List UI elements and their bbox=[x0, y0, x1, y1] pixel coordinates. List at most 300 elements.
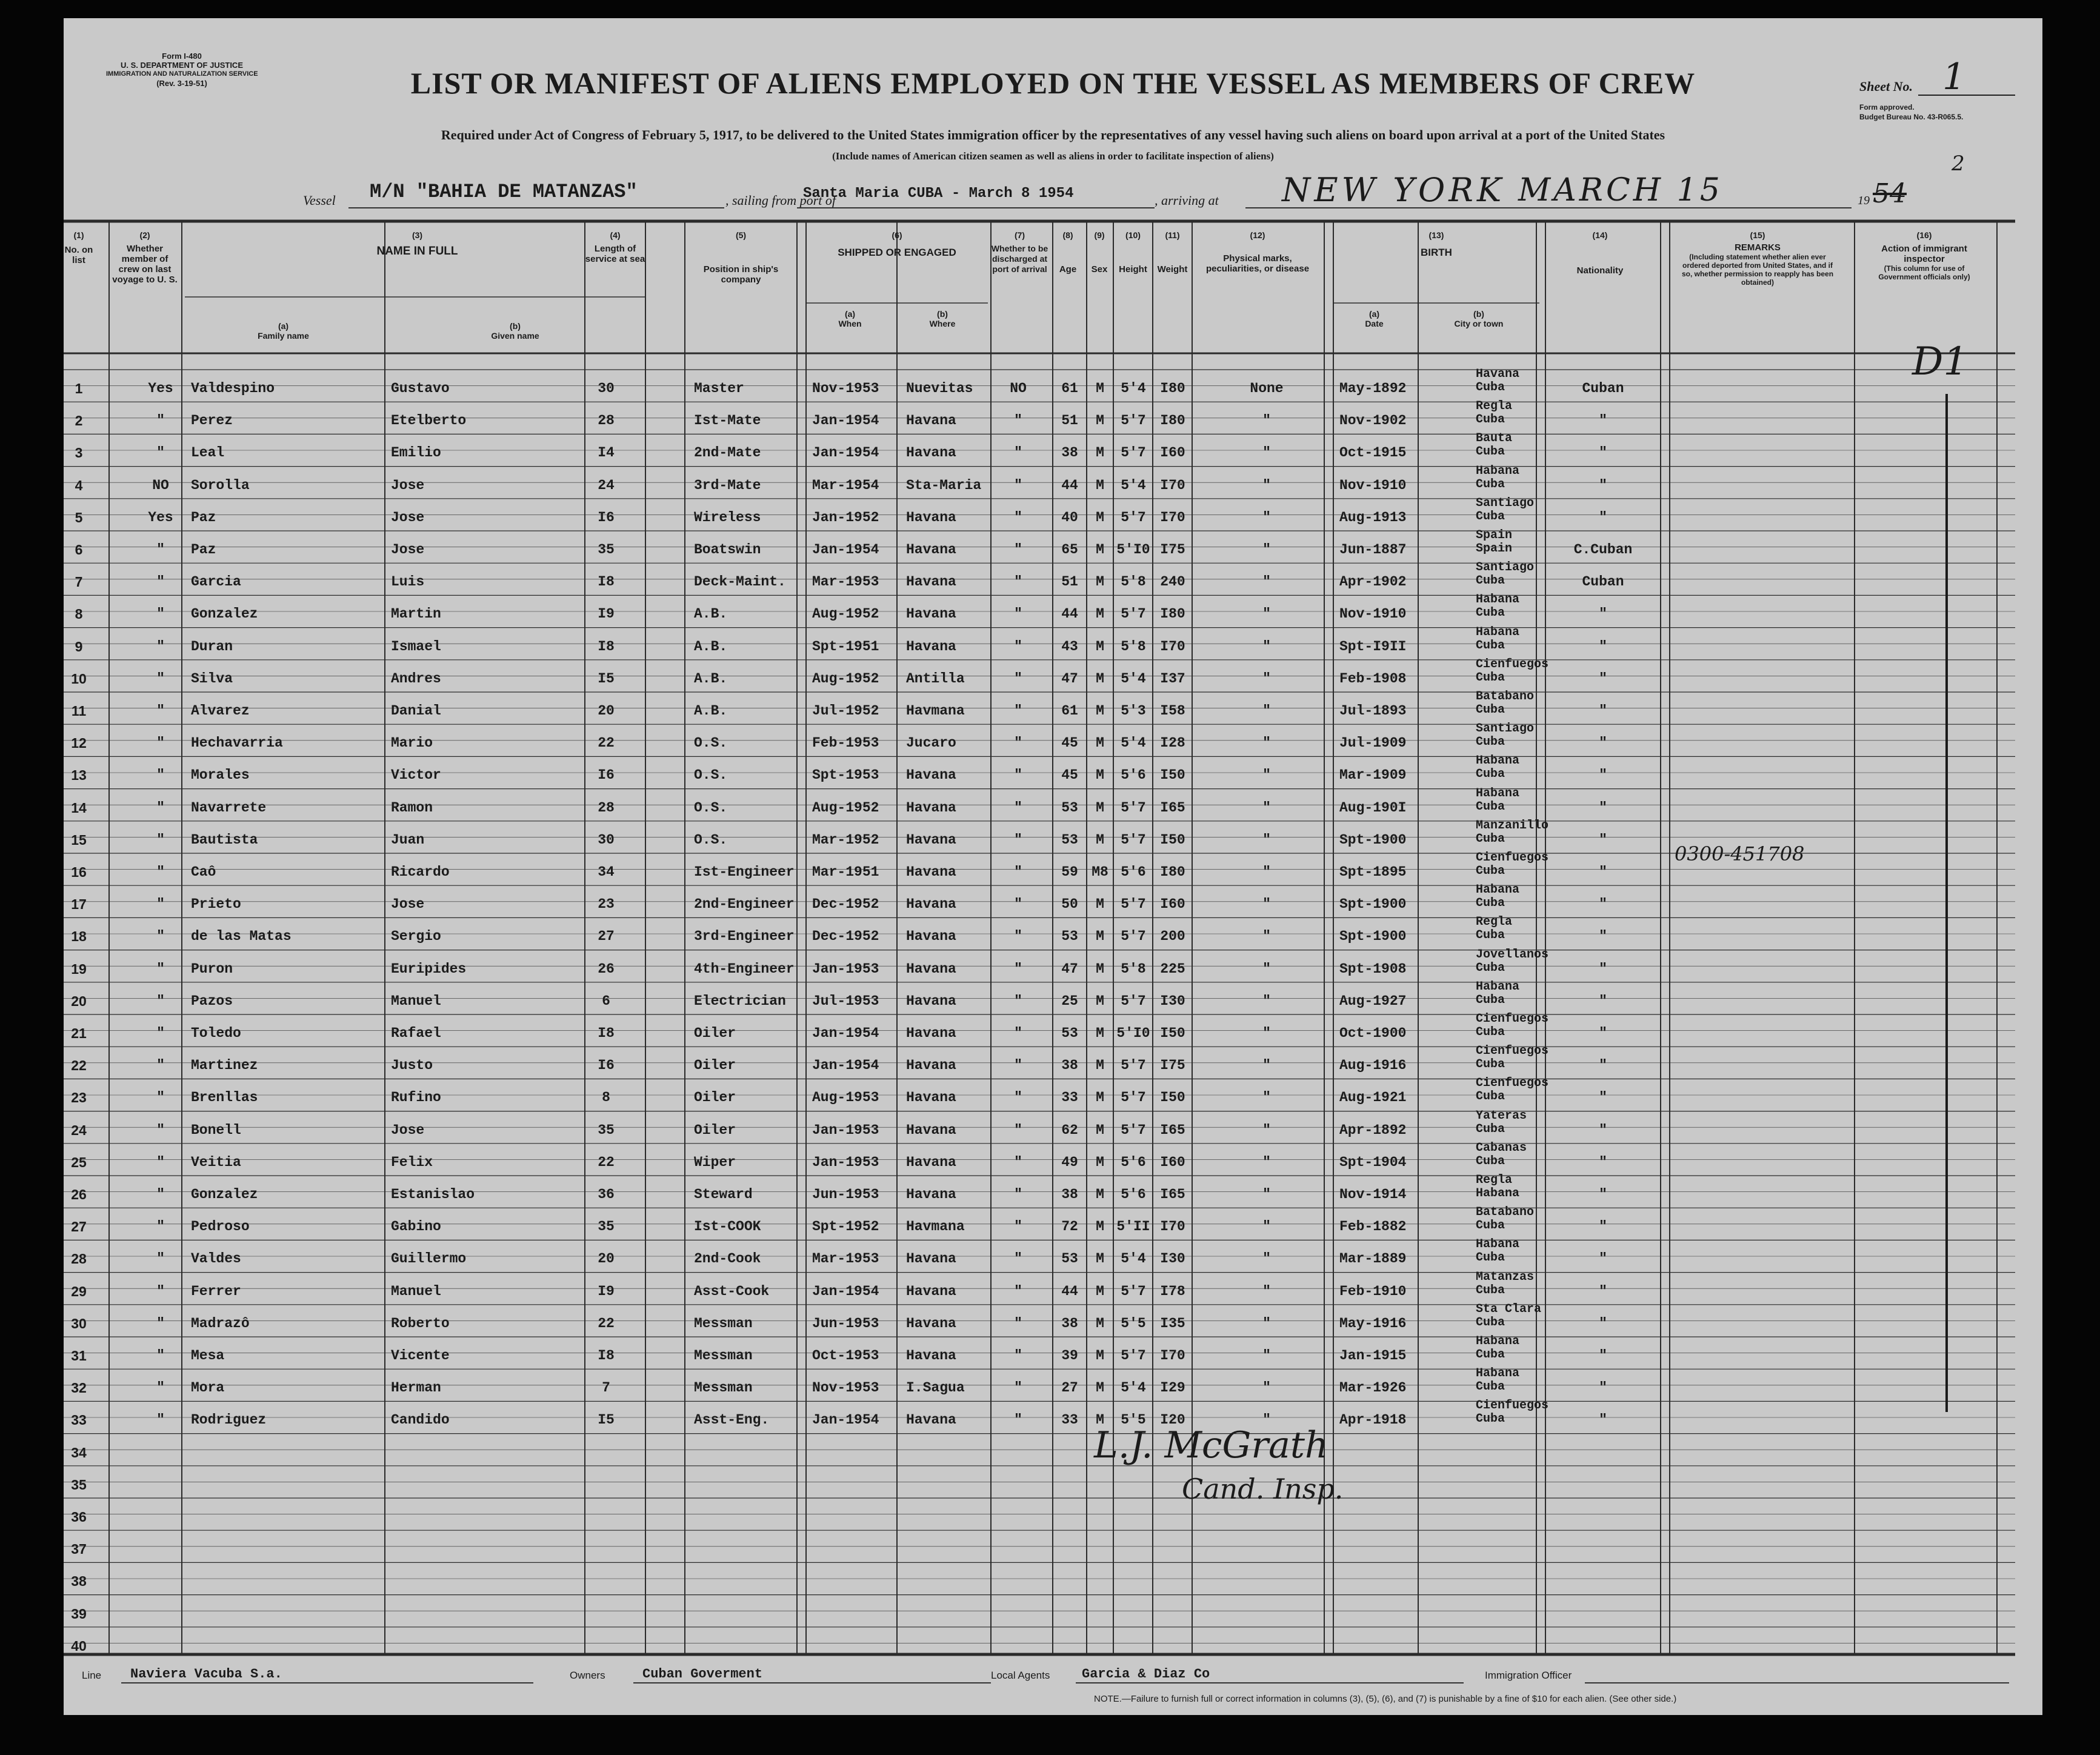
cell-birth-city: Cienfuegos bbox=[1476, 851, 1549, 865]
cell-discharged: " bbox=[1014, 1251, 1022, 1267]
cell-member: " bbox=[156, 1380, 165, 1396]
cell-weight: I37 bbox=[1160, 670, 1185, 687]
cell-birth-country: Cuba bbox=[1476, 1348, 1505, 1362]
cell-birth-country: Spain bbox=[1476, 542, 1513, 556]
cell-service: I6 bbox=[598, 509, 615, 525]
cell-discharged: NO bbox=[1010, 381, 1027, 396]
row-number: 13 bbox=[71, 767, 87, 784]
row-number: 9 bbox=[75, 638, 83, 654]
cell-weight: I80 bbox=[1160, 381, 1185, 396]
cell-birth-country: Cuba bbox=[1476, 606, 1505, 621]
cell-discharged: " bbox=[1014, 1283, 1022, 1299]
cell-when: Oct-1953 bbox=[812, 1348, 879, 1364]
col3b-header: (b) Given name bbox=[491, 321, 539, 341]
cell-member: " bbox=[156, 1154, 165, 1170]
cell-where: Havana bbox=[906, 1283, 956, 1299]
cell-member: " bbox=[156, 896, 165, 913]
cell-sex: M bbox=[1096, 799, 1104, 816]
cell-sex: M bbox=[1096, 767, 1104, 784]
cell-marks: None bbox=[1250, 381, 1284, 396]
cell-age: 61 bbox=[1061, 703, 1078, 719]
cell-nationality: " bbox=[1599, 1412, 1607, 1428]
cell-birth-country: Habana bbox=[1476, 1187, 1520, 1201]
cell-given: Rafael bbox=[391, 1025, 441, 1041]
col13-header: (13) BIRTH bbox=[1421, 230, 1452, 258]
line-value: Naviera Vacuba S.a. bbox=[130, 1667, 282, 1682]
cell-discharged: " bbox=[1014, 1025, 1022, 1041]
cell-discharged: " bbox=[1014, 799, 1022, 816]
cell-where: Havana bbox=[906, 767, 956, 784]
cell-weight: I30 bbox=[1160, 1251, 1185, 1267]
cell-service: 20 bbox=[598, 1251, 615, 1267]
cell-given: Rufino bbox=[391, 1090, 441, 1106]
cell-service: 23 bbox=[598, 896, 615, 913]
cell-birth-date: Mar-1889 bbox=[1339, 1251, 1407, 1267]
cell-birth-city: Habana bbox=[1476, 1334, 1520, 1348]
cell-sex: M bbox=[1096, 477, 1104, 493]
cell-nationality: " bbox=[1599, 1187, 1607, 1202]
col10-header: (10) Height bbox=[1119, 230, 1147, 275]
cell-birth-country: Cuba bbox=[1476, 1412, 1505, 1427]
cell-family: de las Matas bbox=[191, 928, 292, 945]
cell-birth-city: Habana bbox=[1476, 883, 1520, 897]
cell-nationality: " bbox=[1599, 735, 1607, 751]
cell-weight: I65 bbox=[1160, 1122, 1185, 1138]
cell-marks: " bbox=[1262, 928, 1271, 945]
sheet-number: 1 bbox=[1942, 56, 1966, 98]
cell-nationality: " bbox=[1599, 1283, 1607, 1299]
cell-nationality: " bbox=[1599, 509, 1607, 525]
cell-birth-date: Aug-190I bbox=[1339, 799, 1407, 816]
cell-where: Havana bbox=[906, 799, 956, 816]
cell-family: Puron bbox=[191, 961, 233, 977]
cell-birth-city: Habana bbox=[1476, 593, 1520, 607]
cell-height: 5'7 bbox=[1121, 993, 1146, 1009]
cell-position: O.S. bbox=[694, 767, 728, 784]
cell-age: 61 bbox=[1061, 381, 1078, 396]
cell-service: 30 bbox=[598, 381, 615, 396]
row-number: 26 bbox=[71, 1187, 87, 1202]
row-number: 18 bbox=[71, 928, 87, 945]
cell-birth-country: Cuba bbox=[1476, 1283, 1505, 1297]
row-number: 4 bbox=[75, 477, 83, 493]
cell-height: 5'4 bbox=[1121, 381, 1146, 396]
cell-position: Master bbox=[694, 381, 744, 396]
cell-member: " bbox=[156, 735, 165, 751]
cell-birth-city: Regla bbox=[1476, 1173, 1513, 1187]
cell-birth-country: Cuba bbox=[1476, 638, 1505, 653]
cell-discharged: " bbox=[1014, 1348, 1022, 1364]
cell-family: Veitia bbox=[191, 1154, 241, 1170]
cell-family: Paz bbox=[191, 509, 216, 525]
cell-when: Jan-1954 bbox=[812, 1025, 879, 1041]
cell-when: Jun-1953 bbox=[812, 1187, 879, 1202]
row-number: 37 bbox=[71, 1541, 87, 1557]
cell-birth-city: Santiago bbox=[1476, 496, 1535, 510]
owners-underline bbox=[633, 1682, 991, 1683]
col14-header: (14) Nationality bbox=[1576, 230, 1624, 276]
row-number: 38 bbox=[71, 1573, 87, 1590]
col5-header: (5) Position in ship's company bbox=[703, 230, 779, 285]
cell-given: Euripides bbox=[391, 961, 467, 977]
cell-given: Sergio bbox=[391, 928, 441, 945]
cell-member: " bbox=[156, 1090, 165, 1106]
cell-birth-date: Feb-1882 bbox=[1339, 1219, 1407, 1235]
cell-family: Pedroso bbox=[191, 1219, 250, 1235]
cell-weight: I75 bbox=[1160, 542, 1185, 558]
row-number: 32 bbox=[71, 1380, 87, 1396]
cell-where: Havana bbox=[906, 928, 956, 945]
cell-where: Havana bbox=[906, 831, 956, 848]
sheet-label: Sheet No. bbox=[1859, 79, 1913, 94]
cell-when: Aug-1952 bbox=[812, 606, 879, 622]
cell-family: Ferrer bbox=[191, 1283, 241, 1299]
cell-position: A.B. bbox=[694, 670, 728, 687]
cell-marks: " bbox=[1262, 1412, 1271, 1428]
cell-position: O.S. bbox=[694, 799, 728, 816]
col3-header: (3) NAME IN FULL bbox=[376, 230, 458, 258]
cell-birth-country: Cuba bbox=[1476, 864, 1505, 878]
cell-height: 5'6 bbox=[1121, 1187, 1146, 1202]
cell-birth-date: Nov-1910 bbox=[1339, 477, 1407, 493]
form-budget: Budget Bureau No. 43-R065.5. bbox=[1859, 113, 1964, 121]
cell-given: Roberto bbox=[391, 1315, 450, 1331]
cell-discharged: " bbox=[1014, 1315, 1022, 1331]
cell-where: Jucaro bbox=[906, 735, 956, 751]
cell-when: Mar-1954 bbox=[812, 477, 879, 493]
cell-given: Vicente bbox=[391, 1348, 450, 1364]
cell-height: 5'I0 bbox=[1116, 1025, 1150, 1041]
cell-height: 5'7 bbox=[1121, 1348, 1146, 1364]
cell-birth-city: Regla bbox=[1476, 915, 1513, 930]
cell-when: Nov-1953 bbox=[812, 381, 879, 396]
cell-given: Juan bbox=[391, 831, 425, 848]
arriving-label: , arriving at bbox=[1155, 193, 1219, 208]
cell-nationality: " bbox=[1599, 638, 1607, 654]
cell-height: 5'8 bbox=[1121, 638, 1146, 654]
cell-when: Mar-1953 bbox=[812, 1251, 879, 1267]
cell-service: I8 bbox=[598, 1025, 615, 1041]
cell-weight: I70 bbox=[1160, 477, 1185, 493]
cell-birth-date: Feb-1908 bbox=[1339, 670, 1407, 687]
cell-family: Bautista bbox=[191, 831, 258, 848]
cell-discharged: " bbox=[1014, 928, 1022, 945]
cell-discharged: " bbox=[1014, 767, 1022, 784]
row-number: 12 bbox=[71, 735, 87, 751]
cell-weight: I50 bbox=[1160, 1025, 1185, 1041]
cell-family: Morales bbox=[191, 767, 250, 784]
cell-nationality: Cuban bbox=[1582, 381, 1624, 396]
cell-age: 38 bbox=[1061, 445, 1078, 461]
cell-service: 35 bbox=[598, 1122, 615, 1138]
cell-position: Oiler bbox=[694, 1057, 736, 1074]
cell-birth-city: Regla bbox=[1476, 399, 1513, 414]
cell-weight: I50 bbox=[1160, 1090, 1185, 1106]
cell-nationality: " bbox=[1599, 831, 1607, 848]
cell-service: 22 bbox=[598, 1154, 615, 1170]
cell-marks: " bbox=[1262, 445, 1271, 461]
cell-service: I5 bbox=[598, 670, 615, 687]
col2-header: (2) Whether member of crew on last voyage to U. S. bbox=[112, 230, 178, 285]
cell-discharged: " bbox=[1014, 1187, 1022, 1202]
cell-given: Felix bbox=[391, 1154, 433, 1170]
cell-position: Oiler bbox=[694, 1122, 736, 1138]
cell-position: Deck-Maint. bbox=[694, 574, 786, 590]
cell-when: Dec-1952 bbox=[812, 928, 879, 945]
cell-when: Mar-1953 bbox=[812, 574, 879, 590]
cell-birth-country: Cuba bbox=[1476, 574, 1505, 588]
cell-weight: I80 bbox=[1160, 413, 1185, 429]
signature: L.J. McGrath bbox=[1094, 1424, 1328, 1467]
row-number: 34 bbox=[71, 1444, 87, 1460]
cell-discharged: " bbox=[1014, 1057, 1022, 1074]
cell-marks: " bbox=[1262, 1283, 1271, 1299]
cell-weight: I70 bbox=[1160, 1348, 1185, 1364]
cell-member: " bbox=[156, 928, 165, 945]
form-number: Form I-480 bbox=[162, 52, 202, 61]
cell-marks: " bbox=[1262, 767, 1271, 784]
cell-birth-date: Feb-1910 bbox=[1339, 1283, 1407, 1299]
cell-birth-city: Batabano bbox=[1476, 690, 1535, 704]
cell-family: Brenllas bbox=[191, 1090, 258, 1106]
cell-age: 33 bbox=[1061, 1090, 1078, 1106]
cell-where: Nuevitas bbox=[906, 381, 973, 396]
cell-birth-country: Cuba bbox=[1476, 767, 1505, 782]
arriving-port: NEW YORK bbox=[1282, 171, 1505, 209]
cell-position: A.B. bbox=[694, 638, 728, 654]
cell-birth-country: Cuba bbox=[1476, 1122, 1505, 1136]
row-number: 6 bbox=[75, 542, 83, 558]
vessel-label: Vessel bbox=[303, 193, 336, 208]
cell-height: 5'6 bbox=[1121, 864, 1146, 880]
cell-position: Boatswin bbox=[694, 542, 761, 558]
form-service: IMMIGRATION AND NATURALIZATION SERVICE bbox=[106, 70, 258, 78]
cell-where: Havana bbox=[906, 961, 956, 977]
cell-where: Havana bbox=[906, 896, 956, 913]
cell-sex: M bbox=[1096, 928, 1104, 945]
row-number: 11 bbox=[71, 703, 87, 719]
cell-service: I8 bbox=[598, 1348, 615, 1364]
cell-service: I5 bbox=[598, 1412, 615, 1428]
row-number: 40 bbox=[71, 1637, 87, 1654]
officer-underline bbox=[1585, 1682, 2009, 1683]
cell-age: 44 bbox=[1061, 606, 1078, 622]
cell-discharged: " bbox=[1014, 477, 1022, 493]
cell-marks: " bbox=[1262, 1025, 1271, 1041]
row-number: 29 bbox=[71, 1283, 87, 1299]
form-revision: (Rev. 3-19-51) bbox=[156, 79, 207, 88]
cell-weight: I80 bbox=[1160, 864, 1185, 880]
cell-birth-country: Cuba bbox=[1476, 509, 1505, 524]
cell-marks: " bbox=[1262, 1380, 1271, 1396]
row-number: 17 bbox=[71, 896, 87, 913]
cell-birth-country: Cuba bbox=[1476, 993, 1505, 1007]
cell-given: Ricardo bbox=[391, 864, 450, 880]
cell-where: Havana bbox=[906, 1090, 956, 1106]
manifest-sheet bbox=[64, 18, 2042, 1715]
col6a-header: (a) When bbox=[838, 309, 862, 328]
cell-sex: M bbox=[1096, 1380, 1104, 1396]
cell-height: 5'7 bbox=[1121, 799, 1146, 816]
row-number: 31 bbox=[71, 1348, 87, 1364]
cell-age: 53 bbox=[1061, 928, 1078, 945]
cell-birth-date: Aug-1913 bbox=[1339, 509, 1407, 525]
cell-weight: I50 bbox=[1160, 767, 1185, 784]
cell-member: " bbox=[156, 413, 165, 429]
cell-given: Ismael bbox=[391, 638, 441, 654]
cell-nationality: " bbox=[1599, 445, 1607, 461]
cell-position: Wiper bbox=[694, 1154, 736, 1170]
footer-note: NOTE.—Failure to furnish full or correct information in columns (3), (5), (6), and (7) is punishable by a fine of $10 for each alien. (See other side.) bbox=[1094, 1694, 1677, 1704]
row-number: 14 bbox=[71, 799, 87, 816]
cell-discharged: " bbox=[1014, 735, 1022, 751]
cell-height: 5'3 bbox=[1121, 703, 1146, 719]
cell-marks: " bbox=[1262, 606, 1271, 622]
cell-given: Martin bbox=[391, 606, 441, 622]
cell-sex: M bbox=[1096, 1090, 1104, 1106]
cell-discharged: " bbox=[1014, 1412, 1022, 1428]
cell-birth-country: Cuba bbox=[1476, 445, 1505, 459]
row-number: 21 bbox=[71, 1025, 87, 1041]
cell-birth-date: Aug-1927 bbox=[1339, 993, 1407, 1009]
cell-weight: I80 bbox=[1160, 606, 1185, 622]
cell-discharged: " bbox=[1014, 1380, 1022, 1396]
cell-service: 28 bbox=[598, 413, 615, 429]
cell-given: Ramon bbox=[391, 799, 433, 816]
cell-age: 40 bbox=[1061, 509, 1078, 525]
cell-given: Jose bbox=[391, 477, 425, 493]
cell-birth-city: Cienfuegos bbox=[1476, 1399, 1549, 1413]
cell-marks: " bbox=[1262, 735, 1271, 751]
cell-birth-country: Cuba bbox=[1476, 1219, 1505, 1233]
cell-nationality: " bbox=[1599, 1315, 1607, 1331]
cell-service: I8 bbox=[598, 574, 615, 590]
cell-sex: M bbox=[1096, 735, 1104, 751]
row-number: 36 bbox=[71, 1509, 87, 1525]
cell-birth-city: Santiago bbox=[1476, 561, 1535, 575]
cell-when: Jan-1953 bbox=[812, 1154, 879, 1170]
cell-position: 3rd-Engineer bbox=[694, 928, 795, 945]
row-number: 35 bbox=[71, 1476, 87, 1493]
cell-nationality: " bbox=[1599, 767, 1607, 784]
cell-family: Madrazô bbox=[191, 1315, 250, 1331]
row-number: 30 bbox=[71, 1315, 87, 1331]
cell-member: " bbox=[156, 445, 165, 461]
cell-position: 3rd-Mate bbox=[694, 477, 761, 493]
cell-given: Manuel bbox=[391, 993, 441, 1009]
cell-member: Yes bbox=[148, 509, 173, 525]
cell-nationality: " bbox=[1599, 1057, 1607, 1074]
cell-when: Spt-1953 bbox=[812, 767, 879, 784]
cell-height: 5'7 bbox=[1121, 445, 1146, 461]
cell-birth-city: Habana bbox=[1476, 1237, 1520, 1252]
cell-height: 5'7 bbox=[1121, 606, 1146, 622]
cell-where: Antilla bbox=[906, 670, 965, 687]
cell-marks: " bbox=[1262, 574, 1271, 590]
cell-given: Guillermo bbox=[391, 1251, 467, 1267]
cell-where: Havana bbox=[906, 638, 956, 654]
cell-sex: M bbox=[1096, 670, 1104, 687]
cell-marks: " bbox=[1262, 542, 1271, 558]
cell-nationality: " bbox=[1599, 703, 1607, 719]
cell-discharged: " bbox=[1014, 896, 1022, 913]
cell-service: 30 bbox=[598, 831, 615, 848]
cell-weight: I35 bbox=[1160, 1315, 1185, 1331]
cell-family: Pazos bbox=[191, 993, 233, 1009]
sailing-from: Santa Maria CUBA - March 8 1954 bbox=[803, 185, 1074, 202]
cell-marks: " bbox=[1262, 703, 1271, 719]
cell-when: Spt-1951 bbox=[812, 638, 879, 654]
cell-given: Danial bbox=[391, 703, 441, 719]
cell-nationality: " bbox=[1599, 670, 1607, 687]
cell-discharged: " bbox=[1014, 1090, 1022, 1106]
cell-nationality: " bbox=[1599, 928, 1607, 945]
cell-where: Havana bbox=[906, 1412, 956, 1428]
col8-header: (8) Age bbox=[1059, 230, 1077, 275]
cell-birth-date: Nov-1914 bbox=[1339, 1187, 1407, 1202]
cell-service: 26 bbox=[598, 961, 615, 977]
cell-nationality: C.Cuban bbox=[1573, 542, 1633, 558]
cell-birth-date: Mar-1909 bbox=[1339, 767, 1407, 784]
cell-birth-date: Spt-1900 bbox=[1339, 896, 1407, 913]
cell-birth-city: Cienfuegos bbox=[1476, 1044, 1549, 1059]
cell-where: Havmana bbox=[906, 703, 965, 719]
cell-height: 5'6 bbox=[1121, 1154, 1146, 1170]
cell-position: O.S. bbox=[694, 735, 728, 751]
cell-age: 53 bbox=[1061, 1251, 1078, 1267]
form-department: U. S. DEPARTMENT OF JUSTICE bbox=[121, 61, 243, 70]
cell-sex: M bbox=[1096, 413, 1104, 429]
cell-birth-city: Matanzas bbox=[1476, 1270, 1535, 1284]
cell-where: Havana bbox=[906, 1315, 956, 1331]
row-number: 39 bbox=[71, 1605, 87, 1622]
cell-birth-city: Habana bbox=[1476, 979, 1520, 994]
cell-family: Valdespino bbox=[191, 381, 275, 396]
cell-discharged: " bbox=[1014, 670, 1022, 687]
cell-height: 5'4 bbox=[1121, 735, 1146, 751]
cell-marks: " bbox=[1262, 1090, 1271, 1106]
cell-marks: " bbox=[1262, 477, 1271, 493]
cell-member: " bbox=[156, 670, 165, 687]
col1-header: (1) No. on list bbox=[64, 230, 93, 265]
cell-birth-city: Habana bbox=[1476, 464, 1520, 478]
cell-where: Havana bbox=[906, 1251, 956, 1267]
cell-age: 50 bbox=[1061, 896, 1078, 913]
cell-service: 24 bbox=[598, 477, 615, 493]
cell-marks: " bbox=[1262, 1315, 1271, 1331]
cell-service: I6 bbox=[598, 1057, 615, 1074]
cell-birth-country: Cuba bbox=[1476, 1090, 1505, 1104]
cell-weight: I20 bbox=[1160, 1412, 1185, 1428]
cell-birth-country: Cuba bbox=[1476, 831, 1505, 846]
cell-marks: " bbox=[1262, 1154, 1271, 1170]
cell-discharged: " bbox=[1014, 542, 1022, 558]
owners-label: Owners bbox=[570, 1670, 605, 1681]
cell-marks: " bbox=[1262, 831, 1271, 848]
cell-given: Estanislao bbox=[391, 1187, 475, 1202]
cell-birth-date: Spt-1908 bbox=[1339, 961, 1407, 977]
cell-service: 20 bbox=[598, 703, 615, 719]
agents-value: Garcia & Diaz Co bbox=[1082, 1667, 1210, 1682]
corner-mark: 2 bbox=[1952, 152, 1965, 176]
cell-birth-city: Habana bbox=[1476, 786, 1520, 801]
cell-height: 5'I0 bbox=[1116, 542, 1150, 558]
cell-service: I6 bbox=[598, 767, 615, 784]
cell-given: Etelberto bbox=[391, 413, 467, 429]
cell-position: Wireless bbox=[694, 509, 761, 525]
cell-birth-date: Spt-I9II bbox=[1339, 638, 1407, 654]
cell-sex: M bbox=[1096, 1025, 1104, 1041]
